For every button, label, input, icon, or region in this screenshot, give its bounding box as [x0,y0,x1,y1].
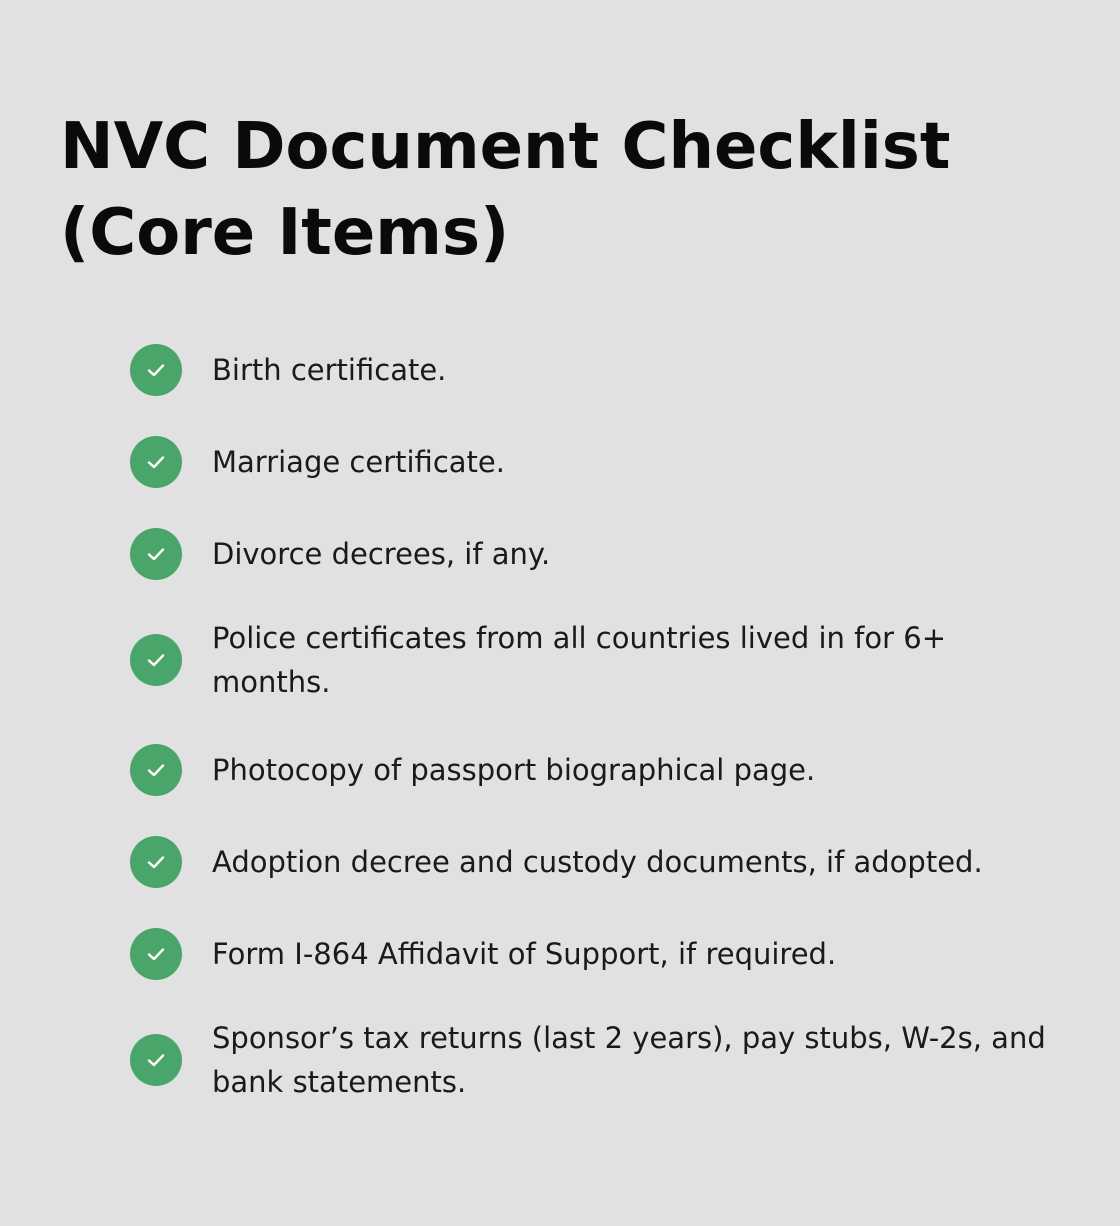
item-label: Adoption decree and custody documents, if adopted. [212,845,983,879]
item-label: Divorce decrees, if any. [212,537,551,571]
check-circle-icon [130,344,182,396]
item-label: Birth certificate. [212,353,447,387]
list-item [130,528,1070,580]
list-item [130,436,1070,488]
item-label: Form I-864 Affidavit of Support, if required. [212,937,837,971]
check-circle-icon [130,1034,182,1086]
item-label: Police certificates from all countries lived in for 6+ months. [212,621,946,699]
check-circle-icon [130,928,182,980]
list-item [130,616,1070,704]
check-circle-icon [130,436,182,488]
check-circle-icon [130,744,182,796]
item-label: Sponsor’s tax returns (last 2 years), pay stubs, W-2s, and bank statements. [212,1021,1046,1099]
list-item [130,1016,1070,1104]
page-title: NVC Document Checklist (Core Items) [60,110,951,270]
item-label: Marriage certificate. [212,445,505,479]
check-circle-icon [130,836,182,888]
list-item [130,928,1070,980]
list-item [130,744,1070,796]
item-label: Photocopy of passport biographical page. [212,753,816,787]
check-circle-icon [130,634,182,686]
check-circle-icon [130,528,182,580]
document-checklist [130,344,1070,1144]
list-item [130,344,1070,396]
list-item [130,836,1070,888]
